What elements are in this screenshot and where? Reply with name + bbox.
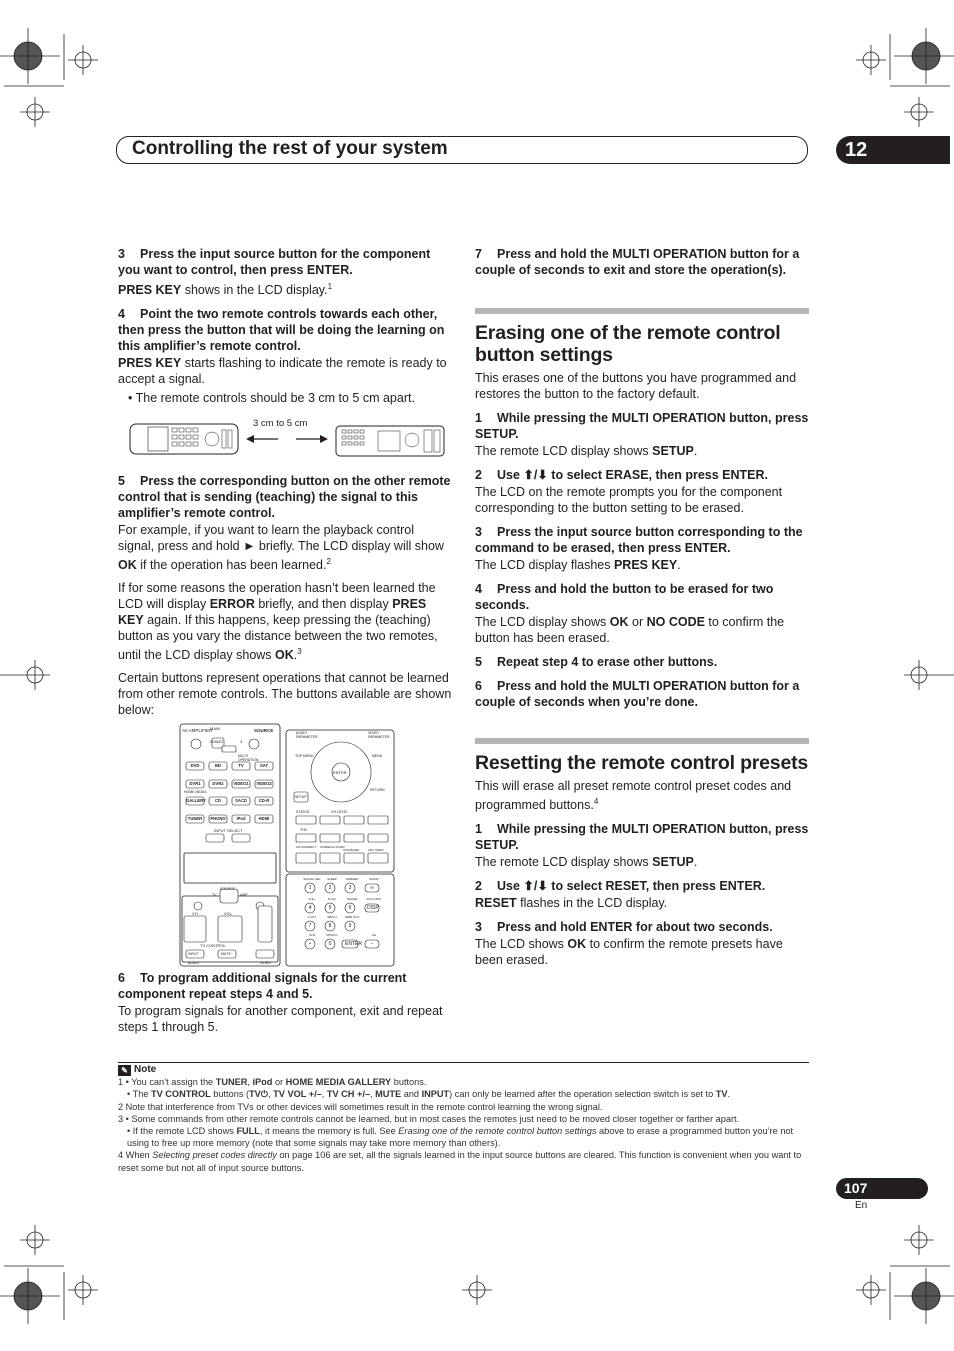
remote-key-label: HDMI: [258, 816, 270, 821]
note-block: [118, 1064, 809, 1174]
remote-diagram-svg: [176, 722, 398, 968]
erase-heading: Erasing one of the remote control button settings: [475, 322, 781, 366]
remote-key-label: BD: [214, 763, 222, 768]
remote-keypad-key: 2: [328, 885, 332, 891]
section-rule-reset: [475, 738, 809, 744]
remote-keypad-key: −: [370, 941, 374, 947]
remote-label-video: VIDEO: [260, 961, 271, 965]
remote-label-video-param: VIDEO PARAMETER: [368, 731, 390, 739]
remote-label-menu: MENU: [372, 754, 383, 758]
reset-step-1: 1 While pressing the MULTI OPERATION button, press SETUP.: [475, 822, 809, 853]
remote-label-adv-surr: ADV SURR: [368, 848, 384, 852]
remote-label-tv-control: TV CONTROL: [200, 943, 226, 948]
remote-label-tv: TV: [212, 893, 217, 897]
remote-key-label: CD: [214, 798, 222, 803]
remote-label-audio-param: AUDIO PARAMETER: [296, 731, 318, 739]
remote-label-vol: VOL: [224, 911, 233, 916]
remote-label-bottom-source: SOURCE: [220, 887, 235, 891]
remote-label-standard: STANDARD: [343, 848, 360, 852]
remote-key-label: DVR2: [212, 781, 224, 786]
page-title: Controlling the rest of your system: [132, 138, 448, 159]
step-6-body: To program signals for another component, exit and repeat steps 1 through 5.: [118, 1004, 443, 1034]
remote-label-mute: MUTE: [221, 952, 231, 956]
remote-keypad-caption: AUDIO: [369, 877, 379, 881]
remote-label-ch-level: CH LEVEL: [331, 810, 348, 814]
remote-keypad-caption: D.Acc: [327, 897, 336, 901]
step-5-p1: For example, if you want to learn the playback control signal, press and hold ► briefly. The LCD display will show OK if the operation has been learned.$^2$: [118, 523, 444, 573]
remote-label-auto: AUTO/DIRECT: [296, 845, 317, 849]
remote-key-label: TUNER: [187, 816, 203, 821]
remote-label-audio: AUDIO: [188, 961, 200, 965]
remote-key-label: VIDEO1: [233, 781, 249, 786]
note-4: 4 When Selecting preset codes directly on page 106 are set, all the signals learned in the input source buttons are cleared. This function is convenient when you want to reset some but not all of input source buttons.: [118, 1150, 802, 1173]
remote-keypad-caption: iPod CTRL: [366, 897, 382, 901]
step-3: 3 Press the input source button for the component you want to control, then press ENTER.: [118, 247, 431, 277]
remote-key-label: DVR1: [189, 781, 201, 786]
remote-key-label: TV: [238, 763, 244, 768]
remote-label-stereo: STEREO/A.SURR: [320, 845, 345, 849]
remote-label-av-amplifier: AV AMPLIFIER: [182, 728, 213, 733]
remote-label-ch: CH: [192, 911, 198, 916]
remote-key-label: GALLERY: [186, 798, 206, 803]
erase-intro: This erases one of the buttons you have programmed and restores the button to the factory default.: [475, 371, 797, 401]
remote-keypad-caption: D.E+: [308, 897, 316, 901]
remote-label-return: RETURN: [370, 788, 385, 792]
remote-label-home-media: HOME MEDIA: [184, 790, 207, 794]
remote-keypad-key: 6: [348, 905, 352, 911]
step-4-body: PRES KEY starts flashing to indicate the remote is ready to accept a signal.: [118, 356, 447, 387]
step-5: 5 Press the corresponding button on the other remote control that is sending (teaching) the signal to this amplifier’s remote control.: [118, 474, 451, 521]
remote-keypad-caption: SIGNAL SEL: [303, 877, 321, 881]
remote-label-source: SOURCE: [254, 728, 274, 733]
reset-step-3: 3 Press and hold ENTER for about two seconds.: [475, 920, 773, 935]
step-6: 6 To program additional signals for the current component repeat steps 4 and 5.: [118, 971, 407, 1001]
remote-keypad-caption: MCACC: [326, 933, 338, 937]
remote-label-thx: THX: [300, 828, 307, 832]
erase-step-6: 6 Press and hold the MULTI OPERATION button for a couple of seconds when you’re done.: [475, 679, 800, 709]
remote-label-amp: AMP: [240, 893, 248, 897]
remote-label-zone: ZONE2: [210, 739, 224, 744]
step-5-p2: If for some reasons the operation hasn’t been learned the LCD will display ERROR briefly, and then display PRES KEY again. If this happens, keep pressing the (teaching) button as you vary the distance between the two remotes, until the LCD display shows OK.$^3$: [118, 581, 438, 663]
note-3b: • If the remote LCD shows FULL, it means the memory is full. See Erasing one of the remote control button settings above to erase a programmed button you’re not using to free up more memory (note that some signals may take more memory than others).: [127, 1126, 794, 1149]
note-2: 2 Note that interference from TVs or other devices will sometimes result in the remote control learning the wrong signal.: [118, 1101, 603, 1112]
right-column: 7 Press and hold the MULTI OPERATION button for a couple of seconds to exit and store the operation(s). Erasing one of the remote control button settings This erases one of the buttons you have programmed and restores the button to the factory default. 1 While pressing the MULTI OPERATION button, press SETUP. The remote LCD display shows SETUP. 2 Use ⬆/⬇ to select ERASE, then press ENTER. The LCD on the remote prompts you for the component corresponding to the button setting to be erased. 3 Press the input source button corresponding to the command to be erased, then press ENTER. The LCD display flashes PRES KEY. 4 Press and hold the button to be erased for two seconds. The LCD display shows OK or NO CODE to confirm the button has been erased. 5 Repeat step 4 to erase other buttons. 6 Press and hold the MULTI OPERATION button for a couple of seconds when you’re done. Resetting the remote control presets This will erase all preset remote control preset codes and programmed buttons.$^4$ 1 While pressing the MULTI OPERATION button, press SETUP. The remote LCD display shows SETUP. 2 Use ⬆/⬇ to select RESET, then press ENTER. RESET flashes in the LCD display. 3 Press and hold ENTER for about two seconds. The LCD shows OK to confirm the remote presets have been erased.: [475, 247, 809, 968]
language-code: En: [855, 1200, 868, 1211]
remote-key-label: iPod: [236, 816, 246, 821]
reset-step-2: 2 Use ⬆/⬇ to select RESET, then press ENTER.: [475, 879, 766, 894]
remote-label-top-menu: TOP MENU: [295, 754, 314, 758]
remote-keypad-caption: DIMMER: [345, 877, 359, 881]
remote-keypad-key: 3: [348, 885, 352, 891]
note-heading: ✎ Note: [118, 1064, 809, 1076]
chapter-number: 12: [836, 136, 950, 164]
remote-keypad-caption: CLR: [308, 933, 315, 937]
remote-keypad-key: ENTER: [345, 941, 362, 947]
remote-keypad-key: 7: [308, 923, 312, 929]
remote-key-label: VIDEO2: [256, 781, 272, 786]
remote-keypad-key: ∞: [370, 885, 374, 891]
note-rule: [118, 1062, 809, 1063]
step-5-p3: Certain buttons represent operations that cannot be learned from other remote controls. The buttons available are shown below:: [118, 671, 452, 718]
remote-label-input-select: INPUT SELECT: [214, 828, 243, 833]
remote-label-multi: MULTI OPERATION: [238, 754, 259, 762]
remote-keypad-key: 9: [348, 923, 352, 929]
remote-keypad-key: •: [309, 941, 311, 947]
remote-keypad-caption: CH: [371, 933, 377, 937]
reset-heading: Resetting the remote control presets: [475, 752, 809, 774]
remote-label-status: STATUS: [296, 810, 310, 814]
remote-keypad-caption: PHASE: [346, 897, 358, 901]
remote-keypad-key: 8: [328, 923, 332, 929]
note-1b: • The TV CONTROL buttons (TV⏻, TV VOL +/–, TV CH +/–, MUTE and INPUT) can only be learned after the operation selection switch is set to TV.: [127, 1089, 731, 1100]
remote-keypad-key: 5: [328, 905, 332, 911]
remote-keypad-caption: SB/CH: [327, 915, 337, 919]
remote-keypad-key: DISP: [367, 905, 379, 911]
remote-key-label: DVD: [190, 763, 200, 768]
remote-key-label: PHONO: [210, 816, 226, 821]
note-1a: 1 • You can’t assign the TUNER, iPod or HOME MEDIA GALLERY buttons.: [118, 1077, 427, 1088]
remote-label-zone3: 3: [240, 739, 243, 744]
page-number: 107: [836, 1178, 928, 1199]
erase-step-1: 1 While pressing the MULTI OPERATION button, press SETUP.: [475, 411, 809, 441]
step-7: 7 Press and hold the MULTI OPERATION button for a couple of seconds to exit and store the operation(s).: [475, 247, 800, 277]
remote-label-input: INPUT: [188, 952, 199, 956]
remote-key-label: CD-R: [258, 798, 270, 803]
reset-intro: This will erase all preset remote control preset codes and programmed buttons.$^4$: [475, 779, 792, 813]
erase-step-5: 5 Repeat step 4 to erase other buttons.: [475, 655, 718, 669]
remote-control-diagram: [176, 722, 398, 968]
step-4: 4 Point the two remote controls towards each other, then press the button that will be doing the learning on this amplifier’s remote control.: [118, 307, 445, 354]
note-icon: ✎: [118, 1065, 131, 1076]
step-3-body: PRES KEY shows in the LCD display.$^1$: [118, 282, 333, 298]
remote-label-setup: SETUP: [295, 795, 307, 799]
note-3a: 3 • Some commands from other remote controls cannot be learned, but in most cases the remotes just need to be moved closer together or farther apart.: [118, 1113, 740, 1124]
remote-keypad-caption: HDMI OUT: [344, 915, 360, 919]
remote-keypad-caption: A.ATT: [307, 915, 317, 919]
remote-label-main: MAIN: [210, 726, 220, 731]
distance-label: 3 cm to 5 cm: [253, 418, 308, 429]
section-rule-erase: [475, 308, 809, 314]
left-column: [118, 246, 452, 718]
step-4-bullet: • The remote controls should be 3 cm to 5 cm apart.: [118, 390, 452, 406]
remote-keypad-key: 0: [328, 941, 332, 947]
remote-key-label: SACD: [235, 798, 247, 803]
remote-label-enter: ENTER: [333, 770, 347, 775]
erase-step-3: 3 Press the input source button corresponding to the command to be erased, then press ENTER.: [475, 525, 803, 555]
step-6-block: [118, 970, 452, 1035]
remote-keypad-key: 1: [308, 885, 312, 891]
erase-step-4: 4 Press and hold the button to be erased for two seconds.: [475, 582, 774, 612]
remote-keypad-caption: SLEEP: [327, 877, 337, 881]
remote-keypad-key: 4: [308, 905, 312, 911]
remote-key-label: SAT: [259, 763, 269, 768]
erase-step-2: 2 Use ⬆/⬇ to select ERASE, then press ENTER.: [475, 468, 769, 482]
